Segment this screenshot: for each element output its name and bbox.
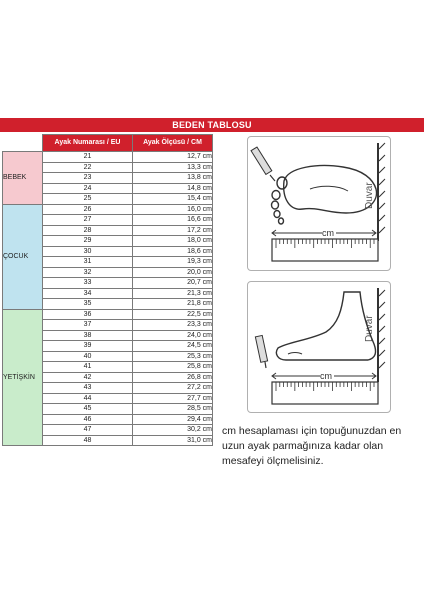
cm-length-cell: 17,2 cm	[133, 225, 213, 236]
cm-length-cell: 30,2 cm	[133, 425, 213, 436]
ruler-cm-label: cm	[322, 228, 334, 238]
size-chart-title: BEDEN TABLOSU	[0, 118, 424, 132]
eu-size-cell: 31	[43, 257, 133, 268]
cm-length-cell: 15,4 cm	[133, 194, 213, 205]
eu-size-cell: 36	[43, 309, 133, 320]
cm-length-cell: 28,5 cm	[133, 404, 213, 415]
size-table	[2, 134, 213, 446]
cm-length-cell: 20,0 cm	[133, 267, 213, 278]
pencil-icon	[251, 147, 275, 181]
eu-size-cell: 46	[43, 414, 133, 425]
eu-size-cell: 44	[43, 393, 133, 404]
eu-size-cell: 21	[43, 152, 133, 163]
eu-size-cell: 22	[43, 162, 133, 173]
cm-length-cell: 13,3 cm	[133, 162, 213, 173]
cm-length-cell: 21,3 cm	[133, 288, 213, 299]
eu-size-cell: 39	[43, 341, 133, 352]
cm-length-cell: 21,8 cm	[133, 299, 213, 310]
cm-length-cell: 29,4 cm	[133, 414, 213, 425]
table-header-row	[3, 135, 213, 152]
eu-size-cell: 43	[43, 383, 133, 394]
measurement-note: cm hesaplaması için topuğunuzdan en uzun ayak parmağınıza kadar olan mesafeyi ölçmelisiniz.	[222, 425, 402, 467]
ruler-cm-label: cm	[320, 371, 332, 381]
cm-length-cell: 22,5 cm	[133, 309, 213, 320]
cm-length-cell: 20,7 cm	[133, 278, 213, 289]
cm-length-cell: 24,0 cm	[133, 330, 213, 341]
group-label: YETİŞKİN	[3, 309, 43, 446]
cm-length-cell: 16,0 cm	[133, 204, 213, 215]
eu-size-cell: 27	[43, 215, 133, 226]
eu-size-cell: 24	[43, 183, 133, 194]
wall-icon	[378, 288, 385, 382]
header-blank-cell	[3, 135, 43, 152]
eu-size-cell: 32	[43, 267, 133, 278]
eu-size-cell: 47	[43, 425, 133, 436]
cm-length-cell: 13,8 cm	[133, 173, 213, 184]
cm-length-cell: 18,0 cm	[133, 236, 213, 247]
eu-size-cell: 26	[43, 204, 133, 215]
cm-length-cell: 27,2 cm	[133, 383, 213, 394]
eu-size-cell: 25	[43, 194, 133, 205]
group-label: BEBEK	[3, 152, 43, 205]
wall-label: Duvar	[364, 315, 375, 342]
cm-length-cell: 31,0 cm	[133, 435, 213, 446]
pencil-icon	[255, 335, 267, 368]
cm-length-cell: 14,8 cm	[133, 183, 213, 194]
eu-size-cell: 40	[43, 351, 133, 362]
eu-size-cell: 41	[43, 362, 133, 373]
eu-size-cell: 33	[43, 278, 133, 289]
header-eu: Ayak Numarası / EU	[43, 135, 133, 152]
cm-length-cell: 18,6 cm	[133, 246, 213, 257]
cm-length-cell: 19,3 cm	[133, 257, 213, 268]
cm-length-cell: 24,5 cm	[133, 341, 213, 352]
cm-length-cell: 26,8 cm	[133, 372, 213, 383]
cm-length-cell: 25,3 cm	[133, 351, 213, 362]
eu-size-cell: 35	[43, 299, 133, 310]
eu-size-cell: 34	[43, 288, 133, 299]
eu-size-cell: 37	[43, 320, 133, 331]
size-table-body	[3, 152, 213, 446]
eu-size-cell: 23	[43, 173, 133, 184]
cm-length-cell: 25,8 cm	[133, 362, 213, 373]
table-row	[3, 309, 213, 320]
foot-sole-icon	[272, 166, 377, 224]
eu-size-cell: 28	[43, 225, 133, 236]
eu-size-cell: 29	[43, 236, 133, 247]
ruler-icon	[272, 382, 378, 404]
wall-label: Duvar	[364, 182, 375, 209]
cm-length-cell: 16,6 cm	[133, 215, 213, 226]
eu-size-cell: 38	[43, 330, 133, 341]
eu-size-cell: 30	[43, 246, 133, 257]
cm-length-cell: 27,7 cm	[133, 393, 213, 404]
foot-sole-diagram	[247, 136, 391, 271]
eu-size-cell: 45	[43, 404, 133, 415]
foot-side-icon	[276, 292, 375, 360]
eu-size-cell: 42	[43, 372, 133, 383]
cm-length-cell: 23,3 cm	[133, 320, 213, 331]
header-cm: Ayak Ölçüsü / CM	[133, 135, 213, 152]
foot-side-diagram	[247, 281, 391, 413]
eu-size-cell: 48	[43, 435, 133, 446]
group-label: ÇOCUK	[3, 204, 43, 309]
table-row	[3, 152, 213, 163]
table-row	[3, 204, 213, 215]
ruler-icon	[272, 239, 378, 261]
cm-length-cell: 12,7 cm	[133, 152, 213, 163]
wall-icon	[378, 143, 385, 241]
